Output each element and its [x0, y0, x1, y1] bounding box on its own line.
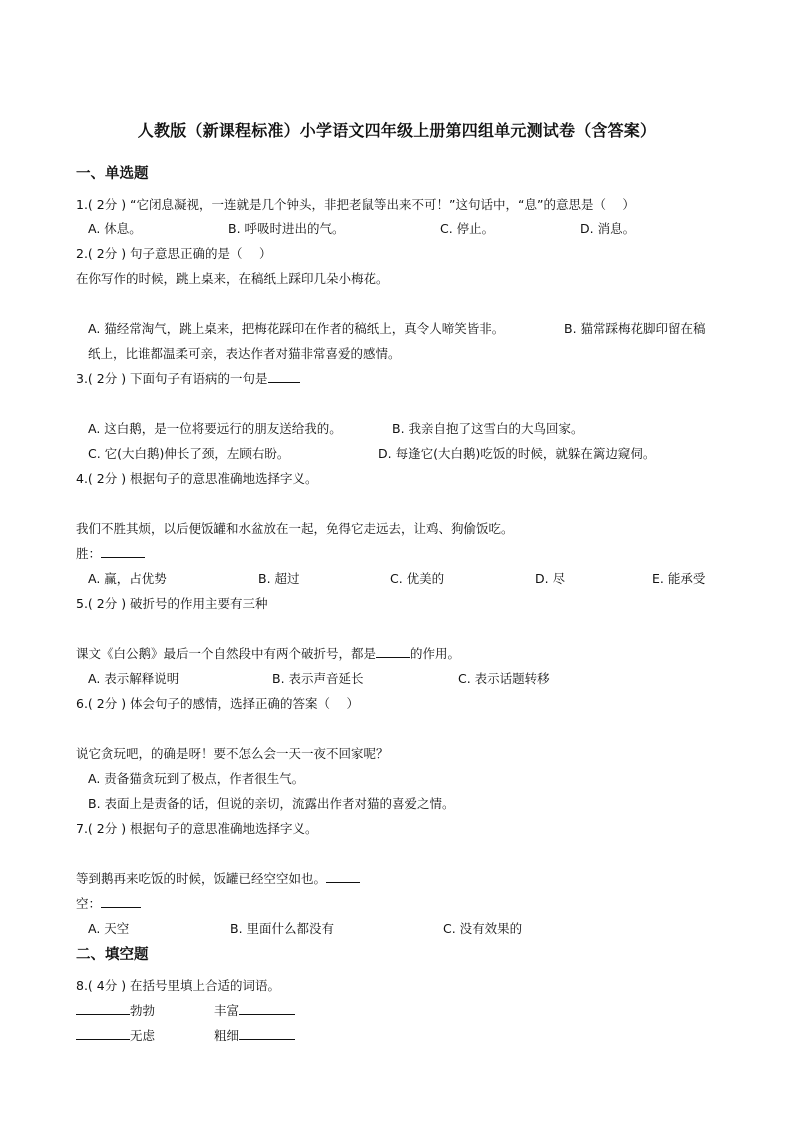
question-3-option-c: C. 它(大白鹅)伸长了颈，左顾右盼。 — [88, 446, 290, 461]
question-7-option-b: B. 里面什么都没有 — [230, 921, 335, 936]
question-4-option-e: E. 能承受 — [652, 571, 706, 586]
question-1-option-c: C. 停止。 — [440, 221, 495, 236]
question-8-row-1 — [76, 1002, 155, 1020]
question-3-stem-text: 3.( 2分 ) 下面句子有语病的一句是 — [76, 371, 268, 386]
question-8-word-3: 无虑 — [130, 1028, 156, 1043]
question-5-context — [76, 645, 460, 663]
question-4-context: 我们不胜其烦，以后便饭罐和水盆放在一起，免得它走远去，让鸡、狗偷饭吃。 — [76, 521, 514, 536]
question-1-stem: 1.( 2分 ) “它闭息凝视，一连就是几个钟头，非把老鼠等出来不可！”这句话中，“息”的意思是（ ） — [76, 197, 635, 212]
question-8-word-4: 粗细 — [214, 1028, 240, 1043]
section-heading-single-choice: 一、单选题 — [76, 166, 149, 182]
question-4-label-text: 胜： — [76, 546, 102, 561]
question-4-option-b: B. 超过 — [258, 571, 300, 586]
question-1-option-b: B. 呼吸时进出的气。 — [228, 221, 345, 236]
question-5-context-b: 的作用。 — [410, 646, 461, 661]
question-6-option-a: A. 责备猫贪玩到了极点，作者很生气。 — [88, 771, 305, 786]
question-2-option-b: B. 猫常踩梅花脚印留在稿 — [564, 321, 706, 336]
question-2-option-b-cont: 纸上，比谁都温柔可亲，表达作者对猫非常喜爱的感情。 — [88, 346, 401, 361]
answer-blank[interactable] — [239, 1002, 295, 1015]
question-3-option-d: D. 每逢它(大白鹅)吃饭的时候，就躲在篱边窥伺。 — [378, 446, 656, 461]
question-7-option-c: C. 没有效果的 — [443, 921, 523, 936]
question-3-option-a: A. 这白鹅，是一位将要远行的朋友送给我的。 — [88, 421, 342, 436]
question-7-context-text: 等到鹅再来吃饭的时候，饭罐已经空空如也。 — [76, 871, 327, 886]
section-heading-fill-blank: 二、填空题 — [76, 947, 149, 963]
question-6-option-b: B. 表面上是责备的话，但说的亲切，流露出作者对猫的喜爱之情。 — [88, 796, 455, 811]
question-8-row-1-right — [214, 1002, 295, 1020]
question-8-row-2 — [76, 1027, 155, 1045]
answer-blank[interactable] — [76, 1027, 130, 1040]
question-4-option-a: A. 赢，占优势 — [88, 571, 167, 586]
question-2-context: 在你写作的时候，跳上桌来，在稿纸上踩印几朵小梅花。 — [76, 271, 389, 286]
question-4-option-c: C. 优美的 — [390, 571, 445, 586]
question-5-stem: 5.( 2分 ) 破折号的作用主要有三种 — [76, 596, 268, 611]
question-2-stem: 2.( 2分 ) 句子意思正确的是（ ） — [76, 246, 272, 261]
page-title: 人教版（新课程标准）小学语文四年级上册第四组单元测试卷（含答案） — [137, 121, 657, 140]
question-8-stem: 8.( 4分 ) 在括号里填上合适的词语。 — [76, 978, 281, 993]
question-7-context — [76, 870, 360, 888]
question-4-option-d: D. 尽 — [535, 571, 566, 586]
question-5-context-a: 课文《白公鹅》最后一个自然段中有两个破折号，都是 — [76, 646, 377, 661]
question-7-label-text: 空： — [76, 896, 102, 911]
question-2-option-a: A. 猫经常淘气，跳上桌来，把梅花踩印在作者的稿纸上，真令人啼笑皆非。 — [88, 321, 505, 336]
answer-blank[interactable] — [326, 870, 360, 883]
answer-blank[interactable] — [101, 895, 141, 908]
answer-blank[interactable] — [76, 1002, 130, 1015]
question-5-option-c: C. 表示话题转移 — [458, 671, 550, 686]
question-6-stem: 6.( 2分 ) 体会句子的感情，选择正确的答案（ ） — [76, 696, 360, 711]
question-5-option-b: B. 表示声音延长 — [272, 671, 364, 686]
answer-blank[interactable] — [376, 645, 410, 658]
question-7-label — [76, 895, 141, 913]
question-8-row-2-right — [214, 1027, 295, 1045]
question-7-stem: 7.( 2分 ) 根据句子的意思准确地选择字义。 — [76, 821, 318, 836]
question-6-context: 说它贪玩吧，的确是呀！要不怎么会一天一夜不回家呢？ — [76, 746, 389, 761]
question-1-option-d: D. 消息。 — [580, 221, 636, 236]
question-8-word-2: 丰富 — [214, 1003, 240, 1018]
question-4-stem: 4.( 2分 ) 根据句子的意思准确地选择字义。 — [76, 471, 318, 486]
answer-blank[interactable] — [268, 370, 300, 383]
answer-blank[interactable] — [101, 545, 145, 558]
question-4-label — [76, 545, 145, 563]
question-8-word-1: 勃勃 — [130, 1003, 156, 1018]
question-3-option-b: B. 我亲自抱了这雪白的大鸟回家。 — [392, 421, 584, 436]
question-5-option-a: A. 表示解释说明 — [88, 671, 180, 686]
question-3-stem — [76, 370, 300, 388]
question-1-option-a: A. 休息。 — [88, 221, 142, 236]
question-7-option-a: A. 天空 — [88, 921, 130, 936]
answer-blank[interactable] — [239, 1027, 295, 1040]
